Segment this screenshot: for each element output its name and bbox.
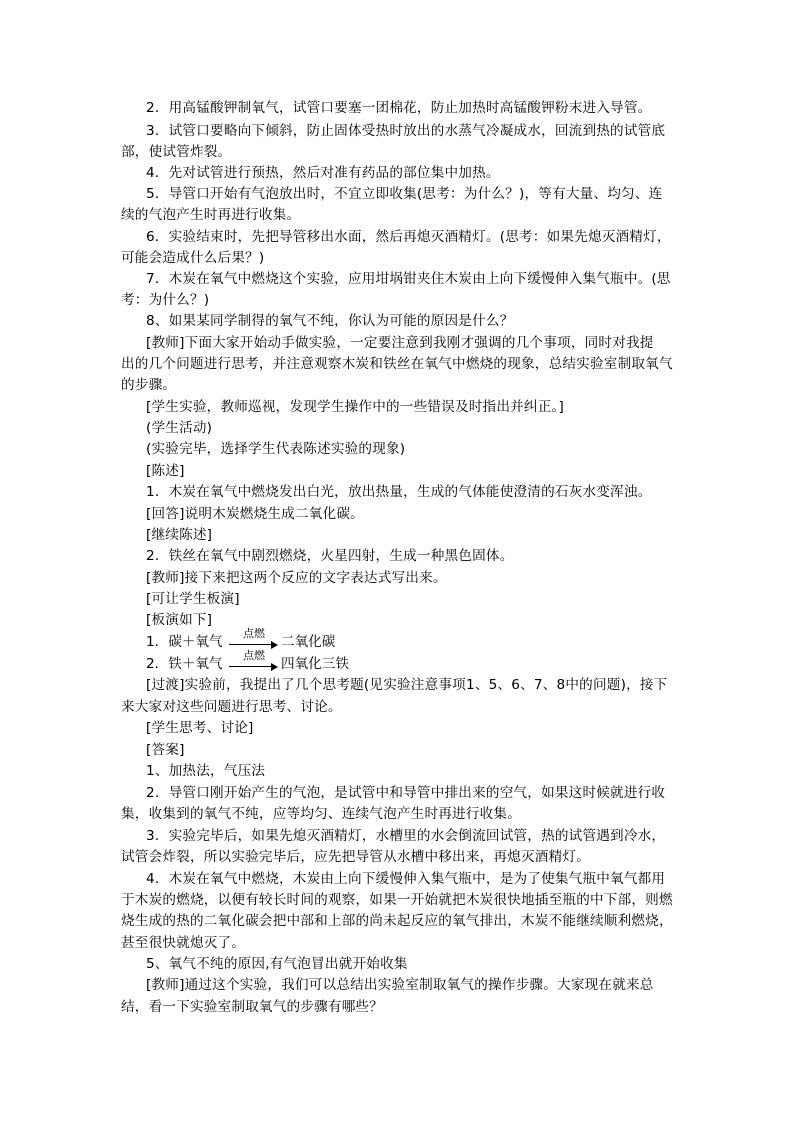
text-line: 1．木炭在氧气中燃烧发出白光，放出热量，生成的气体能使澄清的石灰水变浑浊。: [146, 484, 652, 500]
text-line: [答案]: [146, 742, 185, 758]
text-line: [教师]接下来把这两个反应的文字表达式写出来。: [146, 570, 447, 586]
equation-product: 四氧化三铁: [281, 656, 349, 672]
equation-product: 二氧化碳: [281, 634, 336, 650]
text-line: 2．用高锰酸钾制氧气，试管口要塞一团棉花，防止加热时高锰酸钾粉末进入导管。: [146, 100, 652, 116]
text-line: 续的气泡产生时再进行收集。: [121, 207, 301, 223]
text-line: (学生活动): [146, 420, 213, 436]
text-line: 的步骤。: [121, 377, 177, 393]
text-line: 考：为什么？): [121, 292, 210, 308]
text-line: [学生实验，教师巡视，发现学生操作中的一些错误及时指出并纠正。]: [146, 399, 565, 415]
text-line: [教师]通过这个实验，我们可以总结出实验室制取氧气的操作步骤。大家现在就来总: [146, 977, 654, 993]
text-line: 8、如果某同学制得的氧气不纯，你认为可能的原因是什么？: [146, 313, 514, 329]
text-line: [继续陈述]: [146, 527, 213, 543]
text-line: [陈述]: [146, 463, 185, 479]
reaction-arrow: [229, 666, 276, 667]
equation-condition: 点燃: [243, 649, 265, 662]
text-line: 试管会炸裂，所以实验完毕后，应先把导管从水槽中移出来，再熄灭酒精灯。: [121, 849, 590, 865]
text-line: 可能会造成什么后果？): [121, 250, 265, 266]
text-line: 3．实验完毕后，如果先熄灭酒精灯，水槽里的水会倒流回试管，热的试管遇到冷水，: [146, 828, 666, 844]
equation-left: 1．碳＋氧气: [146, 634, 223, 650]
text-line: 5．导管口开始有气泡放出时，不宜立即收集(思考：为什么？)，等有大量、均匀、连: [146, 186, 663, 202]
text-line: 来大家对这些问题进行思考、讨论。: [121, 699, 342, 715]
text-line: [可让学生板演]: [146, 591, 240, 607]
text-line: [过渡]实验前，我提出了几个思考题(见实验注意事项1、5、6、7、8中的问题)，接下: [146, 677, 668, 693]
equation-left: 2．铁＋氧气: [146, 656, 223, 672]
text-line: (实验完毕，选择学生代表陈述实验的现象): [146, 441, 406, 457]
text-line: 于木炭的燃烧，以便有较长时间的观察，如果一开始就把木炭很快地插至瓶的中下部，则燃: [121, 892, 673, 908]
text-line: 5、氧气不纯的原因,有气泡冒出就开始收集: [146, 956, 408, 972]
text-line: 集，收集到的氧气不纯，应等均匀、连续气泡产生时再进行收集。: [121, 806, 522, 822]
text-line: 部，使试管炸裂。: [121, 144, 232, 160]
text-line: [学生思考、讨论]: [146, 720, 254, 736]
text-line: [教师]下面大家开始动手做实验，一定要注意到我刚才强调的几个事项，同时对我提: [146, 335, 654, 351]
text-line: [板演如下]: [146, 612, 213, 628]
text-line: 6．实验结束时，先把导管移出水面，然后再熄灭酒精灯。(思考：如果先熄灭酒精灯，: [146, 229, 671, 245]
equation-condition: 点燃: [243, 627, 265, 640]
reaction-arrow: [229, 644, 276, 645]
text-line: 出的几个问题进行思考，并注意观察木炭和铁丝在氧气中燃烧的现象，总结实验室制取氧气: [121, 356, 673, 372]
text-line: 1、加热法，气压法: [146, 763, 266, 779]
text-line: 2．导管口刚开始产生的气泡，是试管中和导管中排出来的空气，如果这时候就进行收: [146, 785, 666, 801]
text-line: 4．木炭在氧气中燃烧，木炭由上向下缓慢伸入集气瓶中，是为了使集气瓶中氧气都用: [146, 871, 666, 887]
text-line: 甚至很快就熄灭了。: [121, 935, 246, 951]
text-line: 2．铁丝在氧气中剧烈燃烧，火星四射，生成一种黑色固体。: [146, 548, 514, 564]
text-line: 3．试管口要略向下倾斜，防止固体受热时放出的水蒸气冷凝成水，回流到热的试管底: [146, 123, 666, 139]
text-line: 烧生成的热的二氧化碳会把中部和上部的尚未起反应的氧气排出，木炭不能继续顺利燃烧，: [121, 913, 673, 929]
text-line: 4．先对试管进行预热，然后对准有药品的部位集中加热。: [146, 165, 500, 181]
text-line: 7．木炭在氧气中燃烧这个实验，应用坩埚钳夹住木炭由上向下缓慢伸入集气瓶中。(思: [146, 271, 671, 287]
text-line: 结，看一下实验室制取氧气的步骤有哪些？: [121, 999, 384, 1015]
text-line: [回答]说明木炭燃烧生成二氧化碳。: [146, 506, 364, 522]
